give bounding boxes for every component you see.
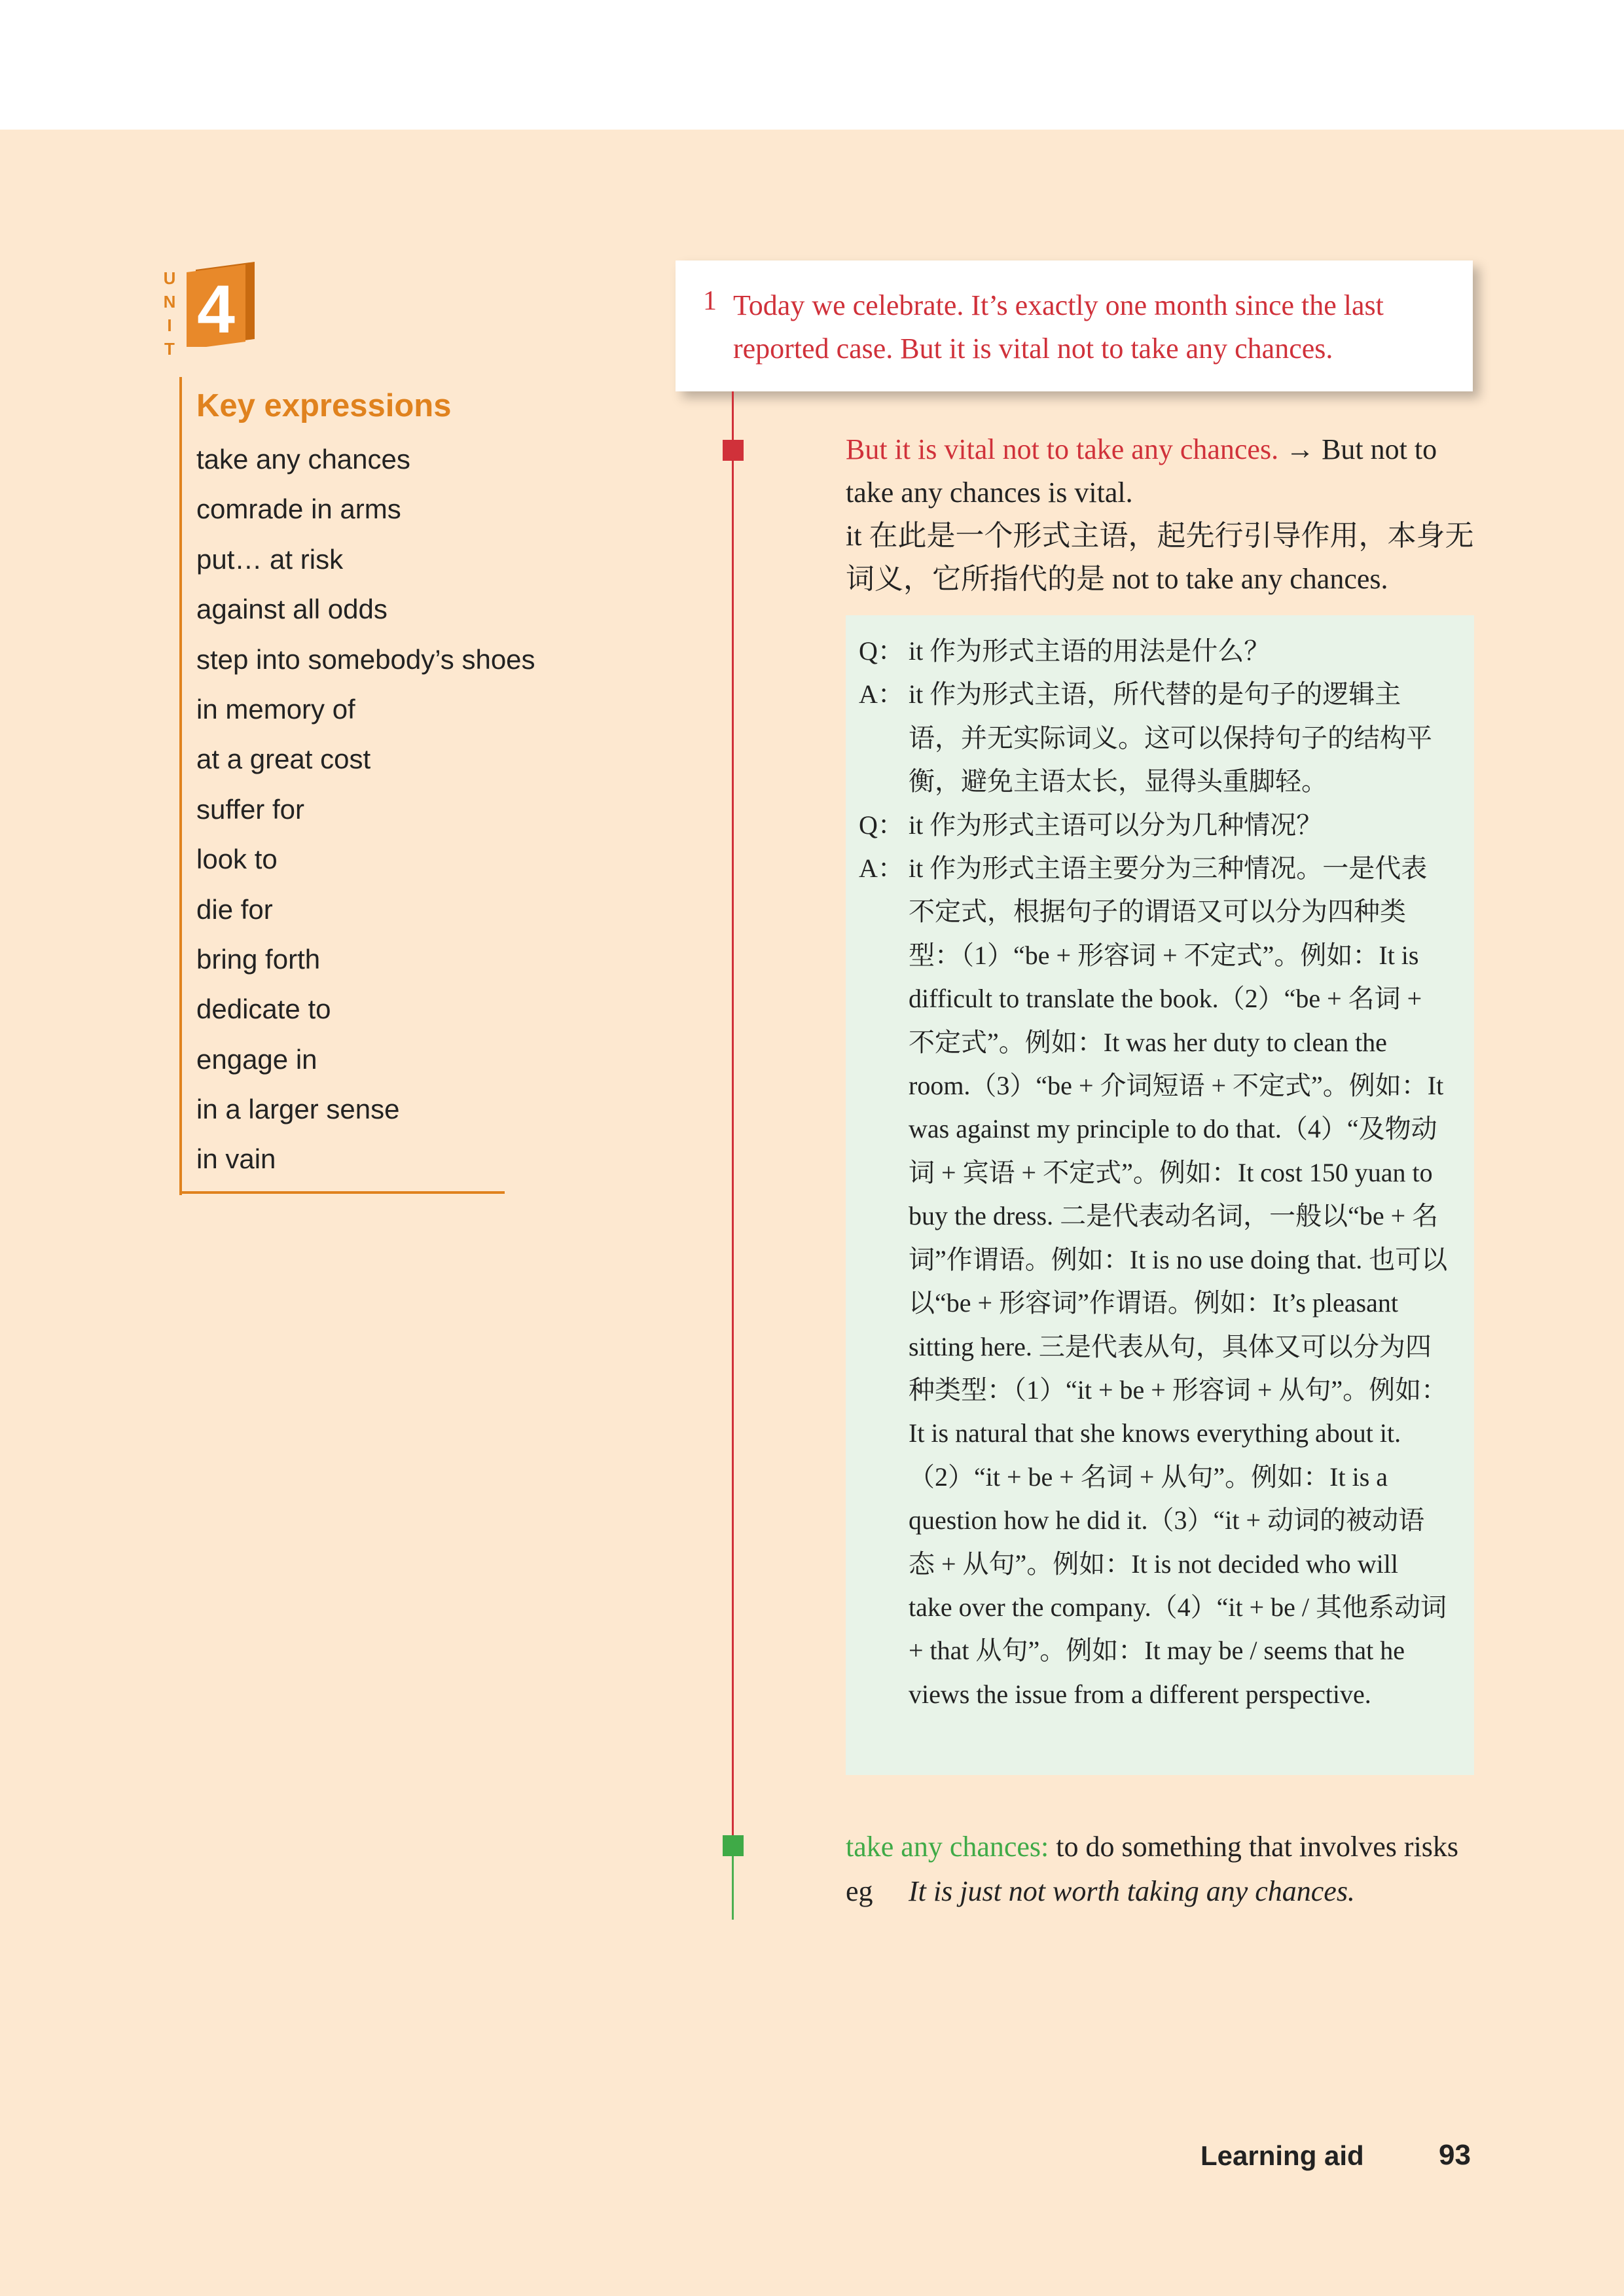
note-sentence <box>846 428 1474 514</box>
example-line <box>846 1869 1481 1914</box>
key-expression-item: die for <box>196 893 273 925</box>
key-expression-item: suffer for <box>196 793 304 825</box>
sidebar-rule-vertical <box>179 377 182 1195</box>
qa-text <box>859 630 1448 1716</box>
note-explanation: it 在此是一个形式主语，起先行引导作用，本身无词义，它所指代的是 not to take any chances. <box>846 520 1474 595</box>
note-paraphrase: → But not to take any chances is vital. <box>846 433 1437 509</box>
example-sentence: It is just not worth taking any chances. <box>909 1875 1355 1907</box>
sidebar-rule-horizontal <box>179 1191 505 1194</box>
definition-block <box>846 1825 1481 1914</box>
quote-number: 1 <box>703 286 717 316</box>
example-label: eg <box>846 1875 873 1907</box>
qa-content: it 作为形式主语，所代替的是句子的逻辑主语，并无实际词义。这可以保持句子的结构平衡，避免主语太长，显得头重脚轻。 <box>909 679 1432 797</box>
qa-content: it 作为形式主语主要分为三种情况。一是代表不定式，根据句子的谓语又可以分为四种类型：（1）“be + 形容词 + 不定式”。例如：It is difficult to translate the book.（2）“be + 名词 + 不定式”。例如：It was her duty to clean the room.（3）“be + 介词短语 + 不定式”。例如：It was against my principle to do that.（4）“及物动词 + 宾语 + 不定式”。例如：It cost 150 yuan to buy the dress. 二是代表动名词，一般以“be + 名词”作谓语。例如：It is no use doing that. 也可以以“be + 形容词”作谓语。例如：It’s pleasant sitting here. 三是代表从句，具体又可以分为四种类型：（1）“it + be + 形容词 + 从句”。例如：It is natural that she knows everything about it.（2）“it + be + 名词 + 从句”。例如：It is a question how he did it.（3）“it + 动词的被动语态 + 从句”。例如：It is not decided who will take over the company.（4）“it + be / 其他系动词 + that 从句”。例如：It may be / seems that he views the issue from a different perspective. <box>909 853 1448 1709</box>
key-expression-item: against all odds <box>196 594 388 625</box>
qa-entry <box>859 847 1448 1716</box>
key-expression-item: engage in <box>196 1043 317 1075</box>
qa-label: A： <box>859 679 904 709</box>
key-expression-item: comrade in arms <box>196 493 401 525</box>
definition-term: take any chances: <box>846 1831 1049 1863</box>
note-marker-green <box>723 1835 744 1856</box>
qa-box <box>846 615 1474 1775</box>
key-expression-item: in a larger sense <box>196 1094 400 1125</box>
quote-text: Today we celebrate. It’s exactly one month since the last reported case. But it is vital not to take any chances. <box>733 289 1384 365</box>
unit-number: 4 <box>197 272 235 347</box>
qa-label: Q： <box>859 636 904 666</box>
key-expression-item: look to <box>196 844 278 875</box>
key-expression-item: step into somebody’s shoes <box>196 643 535 675</box>
definition-line <box>846 1825 1481 1869</box>
unit-label: UNIT <box>160 268 179 363</box>
qa-label: Q： <box>859 810 904 840</box>
page-number: 93 <box>1439 2139 1471 2171</box>
key-expression-item: dedicate to <box>196 994 331 1025</box>
qa-entry <box>859 673 1448 803</box>
note-marker-red <box>723 440 744 461</box>
key-expression-item: in vain <box>196 1143 276 1175</box>
key-expression-item: at a great cost <box>196 744 371 775</box>
qa-entry <box>859 804 1448 847</box>
key-expression-item: put… at risk <box>196 543 344 575</box>
footer-section-label: Learning aid <box>1200 2140 1364 2171</box>
qa-content: it 作为形式主语的用法是什么？ <box>909 636 1271 666</box>
qa-label: A： <box>859 853 904 884</box>
unit-number-badge <box>187 262 259 347</box>
key-expressions-list <box>196 435 535 1185</box>
qa-entry <box>859 630 1448 673</box>
note-highlight: But it is vital not to take any chances. <box>846 433 1279 465</box>
key-expressions-title: Key expressions <box>196 388 452 423</box>
definition-meaning: to do something that involves risks <box>1049 1831 1459 1863</box>
grammar-note <box>846 428 1474 601</box>
key-expression-item: in memory of <box>196 693 355 725</box>
key-expression-item: take any chances <box>196 444 410 475</box>
key-expression-item: bring forth <box>196 943 321 975</box>
qa-content: it 作为形式主语可以分为几种情况？ <box>909 810 1323 840</box>
timeline-line-red <box>732 391 734 1838</box>
quote-box <box>676 260 1473 391</box>
